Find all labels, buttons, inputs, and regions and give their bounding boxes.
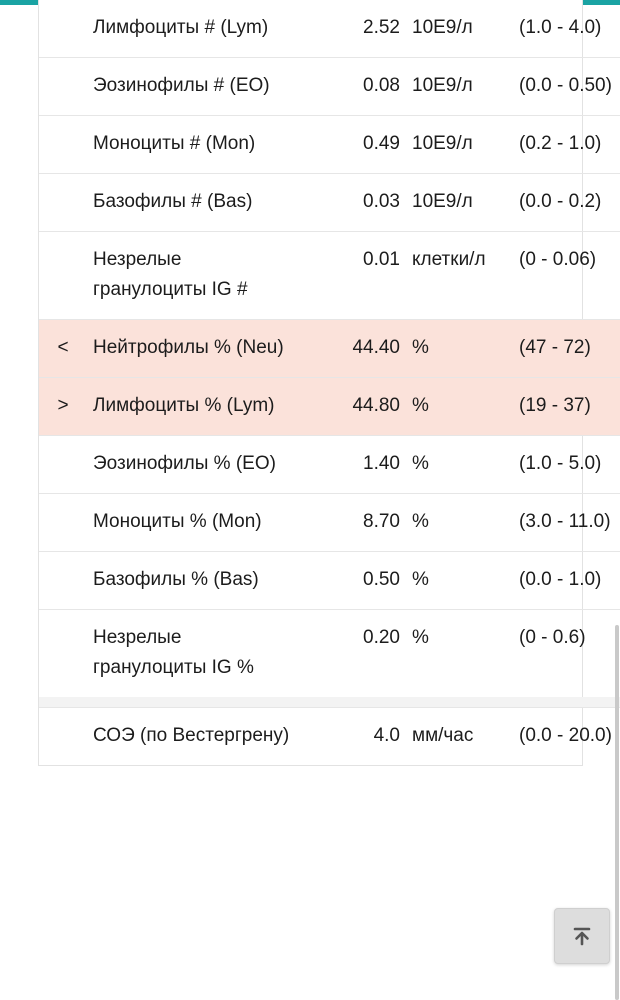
table-row: [39, 552, 620, 610]
row-range: (0.0 - 20.0): [519, 725, 612, 746]
row-units: 10E9/л: [412, 191, 473, 212]
row-units: %: [412, 395, 429, 416]
table-row: [39, 116, 620, 174]
row-value: 8.70: [363, 511, 400, 532]
lab-results-body: [39, 0, 620, 765]
row-range: (1.0 - 4.0): [519, 17, 602, 38]
table-row: [39, 378, 620, 436]
row-units: %: [412, 569, 429, 590]
row-value: 1.40: [363, 453, 400, 474]
row-value: 4.0: [373, 725, 400, 746]
row-value: 0.08: [363, 75, 400, 96]
row-name: Лимфоциты # (Lym): [93, 17, 269, 38]
row-flag: [39, 0, 87, 58]
row-name: Моноциты # (Mon): [93, 133, 256, 154]
table-row: [39, 436, 620, 494]
row-flag: [39, 552, 87, 610]
table-row: [39, 610, 620, 698]
row-name: Моноциты % (Mon): [93, 511, 262, 532]
row-flag: [39, 116, 87, 174]
table-row: [39, 58, 620, 116]
row-range: (0 - 0.6): [519, 627, 586, 648]
row-units: 10E9/л: [412, 75, 473, 96]
row-range: (19 - 37): [519, 395, 591, 416]
lab-results-card: [38, 0, 612, 766]
row-range: (3.0 - 11.0): [519, 511, 611, 532]
row-units: %: [412, 627, 429, 648]
page-scrollbar[interactable]: [614, 5, 620, 1000]
row-flag: <: [57, 337, 69, 358]
table-row: [39, 320, 620, 378]
row-name: Эозинофилы # (EO): [93, 75, 270, 96]
row-range: (0.2 - 1.0): [519, 133, 602, 154]
row-flag: [39, 494, 87, 552]
row-range: (0 - 0.06): [519, 249, 597, 270]
scroll-to-top-button[interactable]: [554, 908, 610, 964]
row-flag: [39, 436, 87, 494]
row-name: Базофилы # (Bas): [93, 191, 253, 212]
row-flag: [39, 708, 87, 766]
row-units: %: [412, 337, 429, 358]
row-value: 0.03: [363, 191, 400, 212]
row-value: 0.50: [363, 569, 400, 590]
row-value: 0.01: [363, 249, 400, 270]
table-section-divider-cell: [39, 697, 620, 708]
lab-results-table: [39, 0, 620, 765]
table-row: [39, 232, 620, 320]
table-row: [39, 494, 620, 552]
row-name: Незрелые гранулоциты IG %: [93, 627, 254, 678]
row-units: %: [412, 511, 429, 532]
row-value: 44.40: [352, 337, 400, 358]
row-value: 0.20: [363, 627, 400, 648]
row-name: Лимфоциты % (Lym): [93, 395, 275, 416]
row-flag: >: [57, 395, 69, 416]
row-flag: [39, 610, 87, 698]
row-units: 10E9/л: [412, 133, 473, 154]
row-flag: [39, 174, 87, 232]
row-range: (47 - 72): [519, 337, 591, 358]
row-range: (0.0 - 0.50): [519, 75, 612, 96]
row-flag: [39, 232, 87, 320]
row-value: 44.80: [352, 395, 400, 416]
row-range: (0.0 - 1.0): [519, 569, 602, 590]
row-name: СОЭ (по Вестергрену): [93, 725, 290, 746]
page-scrollbar-thumb[interactable]: [615, 625, 619, 1000]
row-value: 2.52: [363, 17, 400, 38]
row-name: Базофилы % (Bas): [93, 569, 259, 590]
table-row: [39, 0, 620, 58]
row-units: клетки/л: [412, 249, 486, 270]
table-row: [39, 174, 620, 232]
row-units: %: [412, 453, 429, 474]
row-range: (1.0 - 5.0): [519, 453, 602, 474]
row-units: мм/час: [412, 725, 474, 746]
table-section-divider: [39, 697, 620, 708]
row-flag: [39, 58, 87, 116]
row-name: Незрелые гранулоциты IG #: [93, 249, 248, 300]
row-name: Эозинофилы % (EO): [93, 453, 276, 474]
arrow-up-to-line-icon: [569, 923, 595, 949]
row-units: 10E9/л: [412, 17, 473, 38]
row-name: Нейтрофилы % (Neu): [93, 337, 284, 358]
row-value: 0.49: [363, 133, 400, 154]
table-row: [39, 708, 620, 766]
row-range: (0.0 - 0.2): [519, 191, 602, 212]
